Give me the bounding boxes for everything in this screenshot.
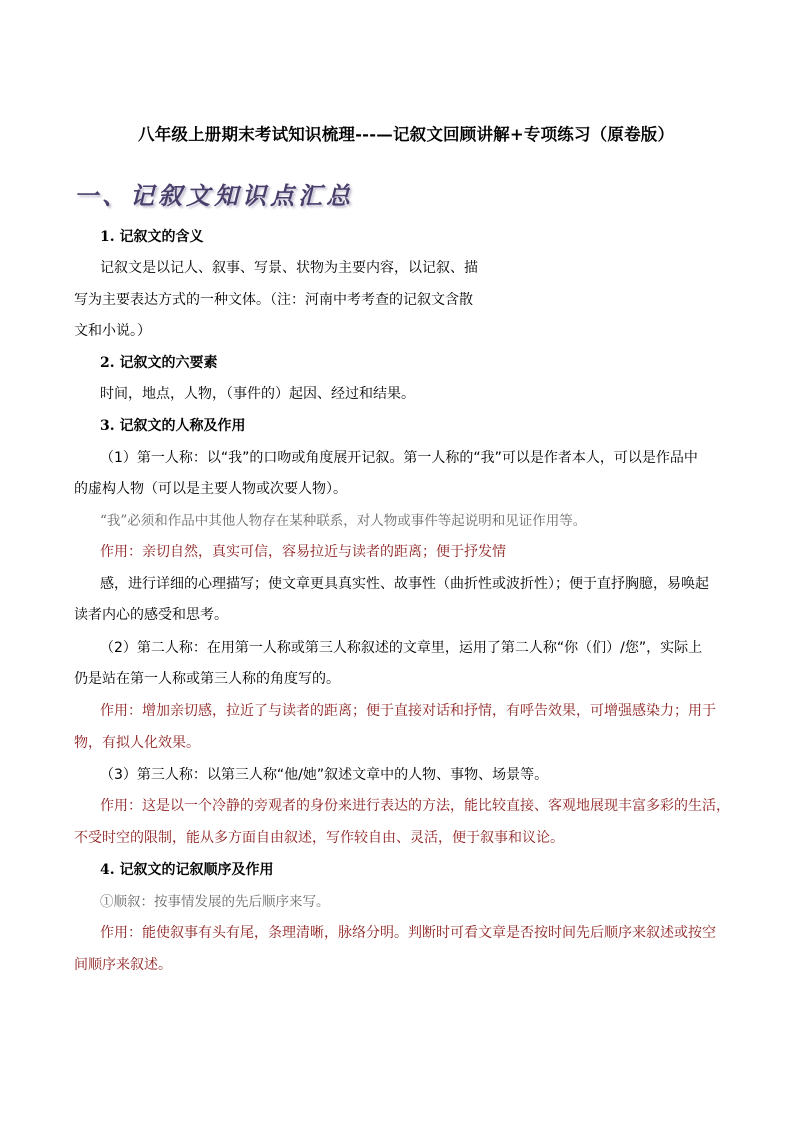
- paragraph-line: （1）第一人称：以“我”的口吻或角度展开记叙。第一人称的“我”可以是作者本人，可以是作品中: [100, 450, 698, 466]
- effect-line: 物，有拟人化效果。: [74, 735, 200, 751]
- section-heading: 一、记叙文知识点汇总: [74, 181, 354, 210]
- note-line: “我”必须和作品中其他人物存在某种联系，对人物或事件等起说明和见证作用等。: [100, 513, 587, 529]
- paragraph-line: 的虚构人物（可以是主要人物或次要人物）。: [74, 481, 347, 497]
- effect-line: 间顺序来叙述。: [74, 957, 172, 973]
- heading-1: 1. 记叙文的含义: [100, 229, 204, 245]
- paragraph-line: 记叙文是以记人、叙事、写景、状物为主要内容，以记叙、描: [100, 260, 478, 276]
- paragraph-line: 读者内心的感受和思考。: [74, 607, 228, 623]
- paragraph-line: 时间，地点，人物，（事件的）起因、经过和结果。: [100, 386, 415, 402]
- effect-line: 作用：这是以一个冷静的旁观者的身份来进行表达的方法，能比较直接、客观地展现丰富多彩的生活，: [100, 798, 730, 814]
- effect-line: 作用：亲切自然，真实可信，容易拉近与读者的距离；便于抒发情: [100, 544, 506, 560]
- paragraph-line: （3）第三人称：以第三人称“他/她”叙述文章中的人物、事物、场景等。: [100, 767, 549, 783]
- paragraph-line: 文和小说。）: [74, 323, 151, 339]
- effect-line: 作用：增加亲切感，拉近了与读者的距离；便于直接对话和抒情，有呼告效果，可增强感染力；用于: [100, 703, 716, 719]
- heading-2: 2. 记叙文的六要素: [100, 355, 218, 371]
- paragraph-line: （2）第二人称：在用第一人称或第三人称叙述的文章里，运用了第二人称“你（们）/您”，实际上: [100, 640, 703, 656]
- heading-3: 3. 记叙文的人称及作用: [100, 418, 246, 434]
- note-line: ①顺叙：按事情发展的先后顺序来写。: [100, 894, 330, 910]
- effect-line: 不受时空的限制，能从多方面自由叙述，写作较自由、灵活，便于叙事和议论。: [74, 830, 564, 846]
- paragraph-line: 仍是站在第一人称或第三人称的角度写的。: [74, 671, 340, 687]
- paragraph-line: 感，进行详细的心理描写；使文章更具真实性、故事性（曲折性或波折性）；便于直抒胸臆，易唤起: [100, 576, 709, 592]
- heading-4: 4. 记叙文的记叙顺序及作用: [100, 862, 274, 878]
- paragraph-line: 写为主要表达方式的一种文体。（注：河南中考考查的记叙文含散: [74, 292, 473, 308]
- document-title: 八年级上册期末考试知识梳理---—记叙文回顾讲解+专项练习（原卷版）: [138, 125, 675, 144]
- effect-line: 作用：能使叙事有头有尾，条理清晰，脉络分明。判断时可看文章是否按时间先后顺序来叙述或按空: [100, 925, 716, 941]
